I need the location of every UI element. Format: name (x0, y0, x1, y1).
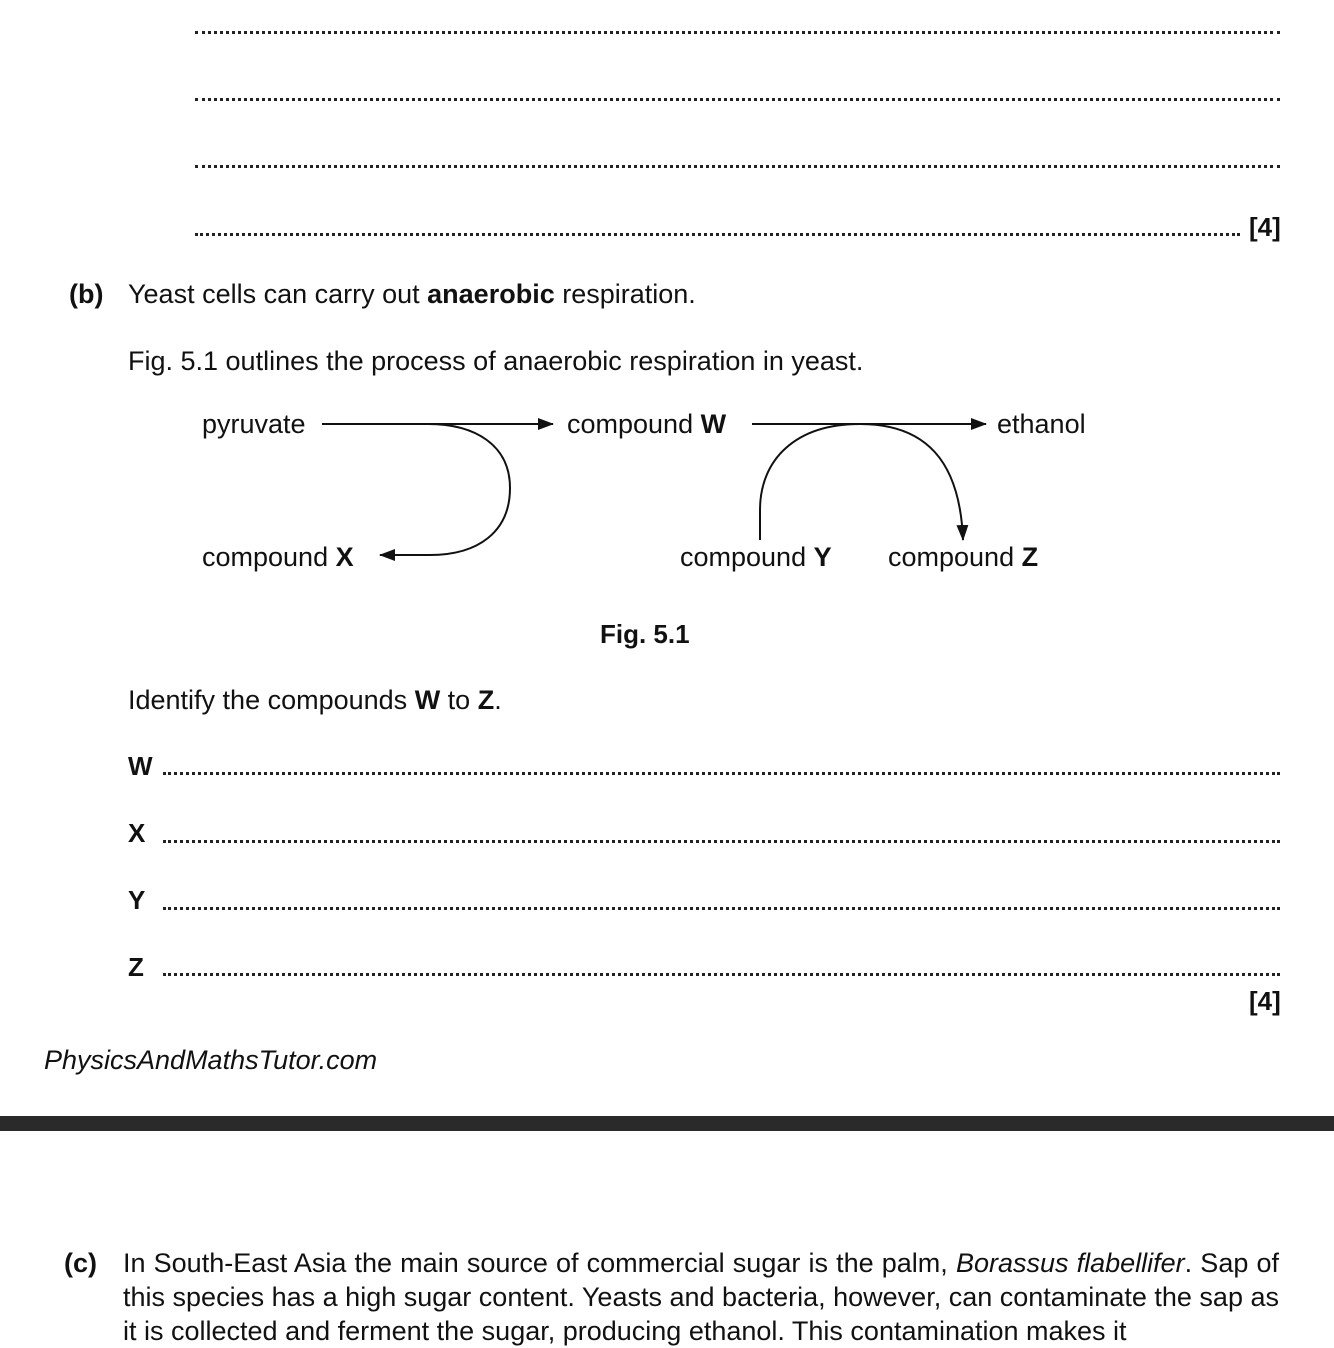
compound-w-prefix: compound (567, 409, 701, 439)
marks-b: [4] (1249, 986, 1281, 1016)
label-compound-x (202, 541, 354, 573)
page-separator (0, 1116, 1334, 1131)
label-pyruvate: pyruvate (202, 409, 306, 439)
label-compound-y (680, 541, 832, 573)
part-c-text-1: In South-East Asia the main source of commercial sugar is the palm, (123, 1248, 956, 1278)
answer-line-y[interactable] (163, 907, 1280, 910)
question-text-3: . (494, 685, 502, 715)
compound-y-letter: Y (813, 542, 832, 572)
label-ethanol: ethanol (997, 409, 1086, 439)
question-identify (128, 684, 502, 716)
answer-label-w: W (128, 751, 153, 781)
compound-y-prefix: compound (680, 542, 814, 572)
compound-z-letter: Z (1021, 542, 1039, 572)
label-compound-w (567, 408, 726, 440)
answer-line-w[interactable] (163, 772, 1280, 775)
answer-label-y: Y (128, 885, 146, 915)
compound-w-letter: W (700, 409, 727, 439)
watermark: PhysicsAndMathsTutor.com (44, 1045, 378, 1075)
answer-line-z[interactable] (163, 973, 1280, 976)
part-c-paragraph (123, 1246, 1279, 1348)
compound-x-letter: X (335, 542, 354, 572)
label-compound-z (888, 541, 1038, 573)
fig-intro: Fig. 5.1 outlines the process of anaerobic respiration in yeast. (128, 346, 864, 376)
compound-z-prefix: compound (888, 542, 1022, 572)
intro-text-1: Yeast cells can carry out (128, 279, 428, 309)
question-z: Z (477, 685, 495, 715)
part-b-label: (b) (69, 279, 104, 309)
part-c-label: (c) (64, 1248, 97, 1278)
answer-label-z: Z (128, 952, 144, 982)
intro-text-2: respiration. (554, 279, 696, 309)
curve-to-compound-x (380, 424, 510, 555)
question-text-2: to (440, 685, 478, 715)
compound-x-prefix: compound (202, 542, 336, 572)
question-w: W (414, 685, 441, 715)
answer-line-x[interactable] (163, 840, 1280, 843)
part-c-text-2: . Sap of this species has a high sugar content. Yeasts and bacteria, however, can contaminate the sap as it is collected and ferment the sugar, producing ethanol. This contamination makes it (123, 1248, 1279, 1346)
arc-y-to-z (760, 424, 963, 540)
marks-a: [4] (1249, 212, 1281, 242)
question-text-1: Identify the compounds (128, 685, 415, 715)
answer-label-x: X (128, 818, 146, 848)
intro-bold-anaerobic: anaerobic (427, 279, 555, 309)
part-c-species: Borassus flabellifer (955, 1248, 1185, 1278)
figure-caption: Fig. 5.1 (600, 619, 690, 649)
